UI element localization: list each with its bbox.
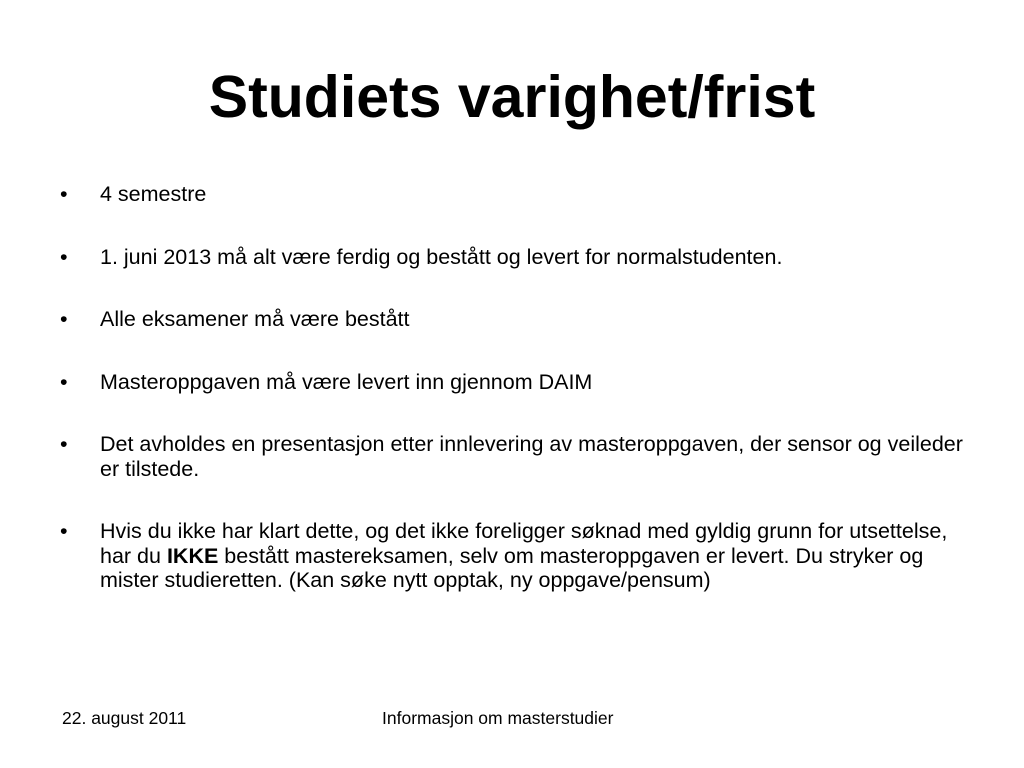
bullet-emphasis: IKKE — [166, 543, 219, 568]
bullet-text-before: Hvis du ikke har klart dette, og det ikke foreligger søknad med gyldig grunn for utsettelse, har du — [100, 519, 948, 568]
bullet-icon: • — [60, 307, 68, 331]
bullet-item-duration — [56, 182, 976, 207]
bullet-item-exams — [56, 307, 976, 332]
bullet-text: Alle eksamener må være bestått — [100, 307, 410, 331]
footer-date: 22. august 2011 — [62, 708, 187, 728]
bullet-item-daim — [56, 370, 976, 395]
bullet-text-after: bestått mastereksamen, selv om masteroppgaven er levert. Du stryker og mister studieretten. (Kan søke nytt opptak, ny oppgave/pensum) — [100, 543, 924, 592]
bullet-icon: • — [60, 519, 68, 543]
bullet-text: 4 semestre — [100, 182, 207, 206]
bullet-item-deadline — [56, 245, 976, 270]
bullet-text: 1. juni 2013 må alt være ferdig og bestått og levert for normalstudenten. — [100, 244, 783, 269]
bullet-icon: • — [60, 244, 68, 269]
slide-title: Studiets varighet/frist — [208, 64, 816, 130]
bullet-item-presentation — [56, 432, 976, 481]
bullet-icon: • — [60, 369, 68, 394]
bullet-text: Det avholdes en presentasjon etter innlevering av masteroppgaven, der sensor og veileder er tilstede. — [100, 432, 963, 481]
bullet-icon: • — [60, 182, 68, 206]
bullet-list — [56, 182, 976, 593]
bullet-item-failure-consequence — [56, 519, 976, 593]
footer-title: Informasjon om masterstudier — [382, 708, 614, 728]
bullet-icon: • — [60, 432, 68, 456]
bullet-text: Masteroppgaven må være levert inn gjennom DAIM — [100, 369, 593, 394]
